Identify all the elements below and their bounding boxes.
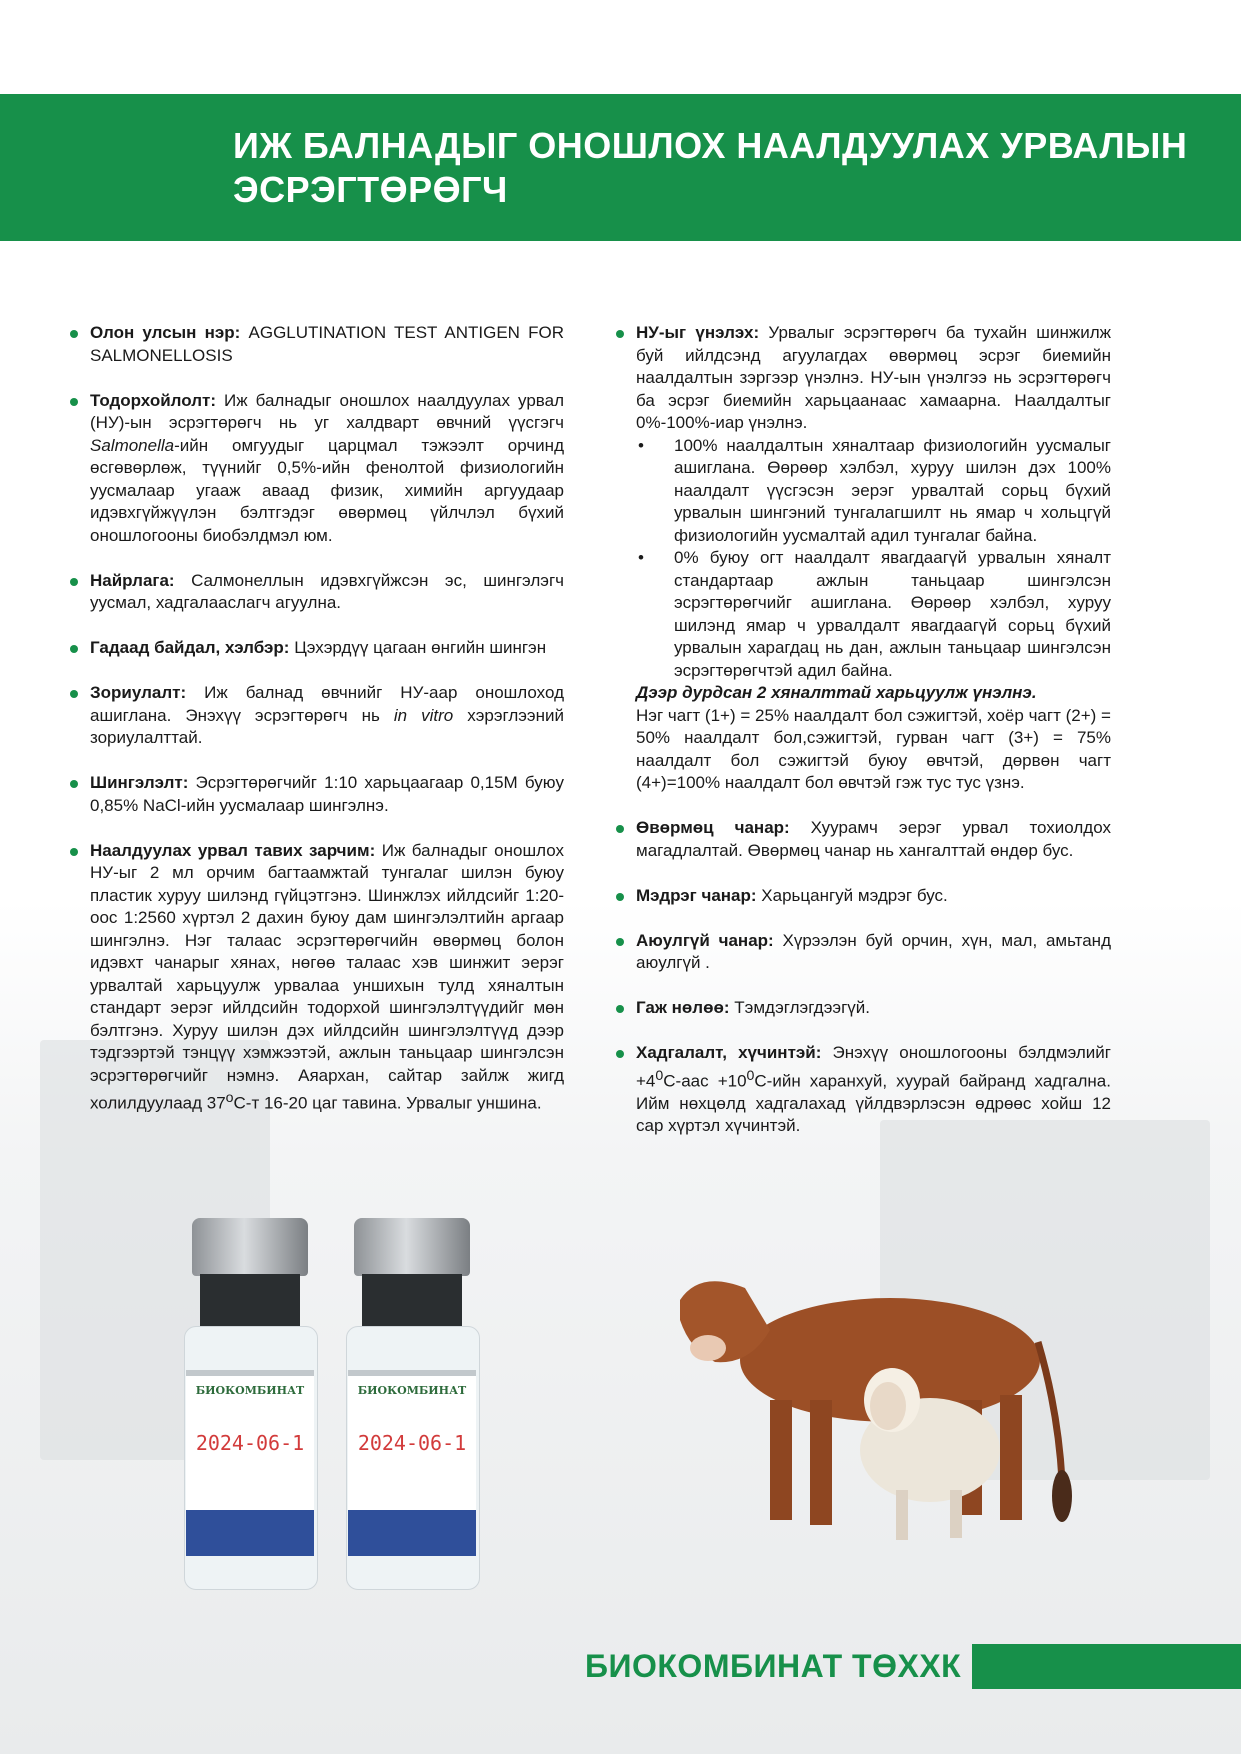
list-item: Зориулалт: Иж балнад өвчнийг НУ-аар оношлоход ашиглана. Энэхүү эсрэгтөрөгч нь in vitro хэрэглээний зориулалттай. — [68, 682, 564, 750]
page-title: ИЖ БАЛНАДЫГ ОНОШЛОХ НААЛДУУЛАХ УРВАЛЫН ЭСРЭГТӨРӨГЧ — [233, 125, 1188, 210]
vial-neck — [200, 1274, 300, 1330]
sub-list-item: • 0% буюу огт наалдалт явагдаагүй урвалын хяналт стандартаар ажлын таньцаар шингэлсэн эсрэгтөрөгчийг ашиглана. Өөрөөр хэлбэл, хуруу шилэнд ямар ч урвалдалт явагдаагүй сорьц бүхий урвалын харагдац нь дан, ажлын таньцаар шингэлсэн эсрэгтөрөгчтэй адил байна. — [638, 548, 1111, 680]
vial — [180, 1218, 320, 1590]
scale-text: Нэг чагт (1+) = 25% наалдалт бол сэжигтэй, хоёр чагт (2+) = 50% наалдалт бол,сэжигтэй, гурван чагт (3+) = 75% наалдалт бол сэжигтэй буюу өвчтэй, дөрвөн чагт (4+)=100% наалдалт бол өвчтэй гэж тус тус үзнэ. — [636, 705, 1111, 792]
list-item: Мэдрэг чанар: Харьцангуй мэдрэг бус. — [614, 885, 1111, 908]
sub-bullet-icon: • — [638, 435, 644, 455]
bullet-icon — [70, 848, 78, 856]
bullet-icon — [70, 578, 78, 586]
animals-illustration — [660, 1250, 1100, 1550]
bullet-icon — [616, 1050, 624, 1058]
header-band — [0, 94, 1241, 241]
bullet-icon — [70, 398, 78, 406]
bullet-icon — [70, 645, 78, 653]
list-item: Найрлага: Салмонеллын идэвхгүйжсэн эс, шингэлэгч уусмал, хадгалаaслагч агуулна. — [68, 570, 564, 615]
footer-accent-bar — [972, 1644, 1241, 1689]
vial-neck — [362, 1274, 462, 1330]
footer-brand-name: БИОКОМБИНАТ ТӨХХК — [585, 1648, 962, 1684]
emphasis-note: Дээр дурдсан 2 хяналттай харьцуулж үнэлнэ. — [636, 683, 1037, 702]
left-column — [68, 322, 564, 1138]
bullet-icon — [616, 938, 624, 946]
vial-cap — [354, 1218, 470, 1276]
evaluation-section: НУ-ыг үнэлэх: Урвалыг эсрэгтөрөгч ба тухайн шинжилж буй ийлдсэнд агуулагдах өвөрмөц эсрэг биемийн наалдалтын зэргээр үнэлнэ. НУ-ын үнэлгээ нь эсрэгтөрөгч ба эсрэг биемийн харьцаанаас хамаарна. Наалдалтыг 0%-100%-иар үнэлнэ. • 100% наалдалтын хяналтаар физиологийн уусмалыг ашиглана. Өөрөөр хэлбэл, хуруу шилэн дэх 100% наалдалт үүсгэсэн эерэг урвалтай сорьц бүхий урвалын шингэний тунгалагшилт нь ямар ч хольцгүй физиологийн уусмалтай адил тунгалаг байна. • 0% буюу огт наалдалт явагдаагүй урвалын хяналт стандартаар ажлын таньцаар шингэлсэн эсрэгтөрөгчийг ашиглана. Өөрөөр хэлбэл, хуруу шилэнд ямар ч урвалдалт явагдаагүй сорьц бүхий урвалын харагдац нь дан, ажлын таньцаар шингэлсэн эсрэгтөрөгчтэй адил байна. Дээр дурдсан 2 хяналттай харьцуулж үнэлнэ. Нэг чагт (1+) = 25% наалдалт бол сэжигтэй, хоёр чагт (2+) = 50% наалдалт бол,сэжигтэй, гурван чагт (3+) = 75% наалдалт бол сэжигтэй буюу өвчтэй, дөрвөн чагт (4+)=100% наалдалт бол өвчтэй гэж тус тус үзнэ. — [614, 322, 1111, 795]
vial-label: БИОКОМБИНАТ 2024-06-1 — [348, 1370, 476, 1556]
bullet-icon — [70, 690, 78, 698]
product-vials-image — [180, 1218, 500, 1598]
list-item: Шингэлэлт: Эсрэгтөрөгчийг 1:10 харьцаагаар 0,15M буюу 0,85% NaCl-ийн уусмалаар шингэлнэ. — [68, 772, 564, 817]
bullet-icon — [616, 825, 624, 833]
bullet-icon — [616, 893, 624, 901]
list-item: Өвөрмөц чанар: Хуурамч эерэг урвал тохиолдох магадлалтай. Өвөрмөц чанар нь хангалттай өндөр бус. — [614, 817, 1111, 862]
vial-label: БИОКОМБИНАТ 2024-06-1 — [186, 1370, 314, 1556]
sub-bullet-icon: • — [638, 548, 644, 567]
vial-cap — [192, 1218, 308, 1276]
right-column — [614, 322, 1111, 1160]
list-item: Наалдуулах урвал тавих зарчим: Иж балнадыг оношлох НУ-ыг 2 мл орчим багтаамжтай тунгалаг шилэн буюу пластик хуруу шилэнд гүйцэтгэнэ. Шинжлэх ийлдсийг 1:20-оос 1:2560 хүртэл 2 дахин буюу дам шингэлэлтийн аргаар шингэлнэ. Нэг талаас эсрэгтөрөгчийн өвөрмөц болон идэвхт чанарыг хянах, нөгөө талаас хэв шинжит эерэг урвалтай харьцуулж урвалаа уншихын тулд хяналтын стандарт эерэг ийлдсийн тодорхой шингэлэлтүүдийг мөн бэлтгэнэ. Хуруу шилэн дэх ийлдсийн шингэлэлтүүд дээр тэдгээртэй тэнцүү хэмжээтэй, ажлын таньцаар шингэлсэн эсрэгтөрөгчийг нэмнэ. Аяархан, сайтар зайлж жигд холилдуулаад 37$^o$С-т 16-20 цаг тавина. Урвалыг уншина. — [68, 840, 564, 1116]
list-item: Хадгалалт, хүчинтэй: Энэхүү оношлогооны бэлдмэлийг $+4^0С$-аас $+10^0С$-ийн харанхуй, хуурай байранд хадгална. Ийм нөхцөлд хадгалахад үйлдвэрлэсэн өдрөөс хойш 12 сар хүртэл хүчинтэй. — [614, 1042, 1111, 1138]
vial — [342, 1218, 482, 1590]
list-item: Гадаад байдал, хэлбэр: Цэхэрдүү цагаан өнгийн шингэн — [68, 637, 564, 660]
bullet-icon — [616, 1005, 624, 1013]
cow-and-sheep-image — [660, 1250, 1100, 1550]
bullet-icon — [616, 330, 624, 338]
bullet-icon — [70, 780, 78, 788]
list-item: Аюулгүй чанар: Хүрээлэн буй орчин, хүн, мал, амьтанд аюулгүй . — [614, 930, 1111, 975]
label-stripe — [186, 1510, 314, 1556]
list-item: Тодорхойлолт: Иж балнадыг оношлох наалдуулах урвал (НУ)-ын эсрэгтөрөгч нь уг халдварт өвчний үүсгэгч Salmonella-ийн омгуудыг царцмал тэжээлт орчинд өсгөвөрлөж, түүнийг 0,5%-ийн фенолтой физиологийн уусмалаар угааж аваад физик, химийн аргуудаар идэвхгүйжүүлэн бэлтгэдэг өвөрмөц үйлчлэл бүхий оношлогооны биобэлдмэл юм. — [68, 390, 564, 548]
list-item: Гаж нөлөө: Тэмдэглэгдээгүй. — [614, 997, 1111, 1020]
list-item: Олон улсын нэр: AGGLUTINATION TEST ANTIGEN FOR SALMONELLOSIS — [68, 322, 564, 367]
bullet-icon — [70, 330, 78, 338]
label-stripe — [348, 1510, 476, 1556]
sub-list-item: • 100% наалдалтын хяналтаар физиологийн уусмалыг ашиглана. Өөрөөр хэлбэл, хуруу шилэн дэх 100% наалдалт үүсгэсэн эерэг урвалтай сорьц бүхий урвалын шингэний тунгалагшилт нь ямар ч хольцгүй физиологийн уусмалтай адил тунгалаг байна. — [638, 435, 1111, 545]
